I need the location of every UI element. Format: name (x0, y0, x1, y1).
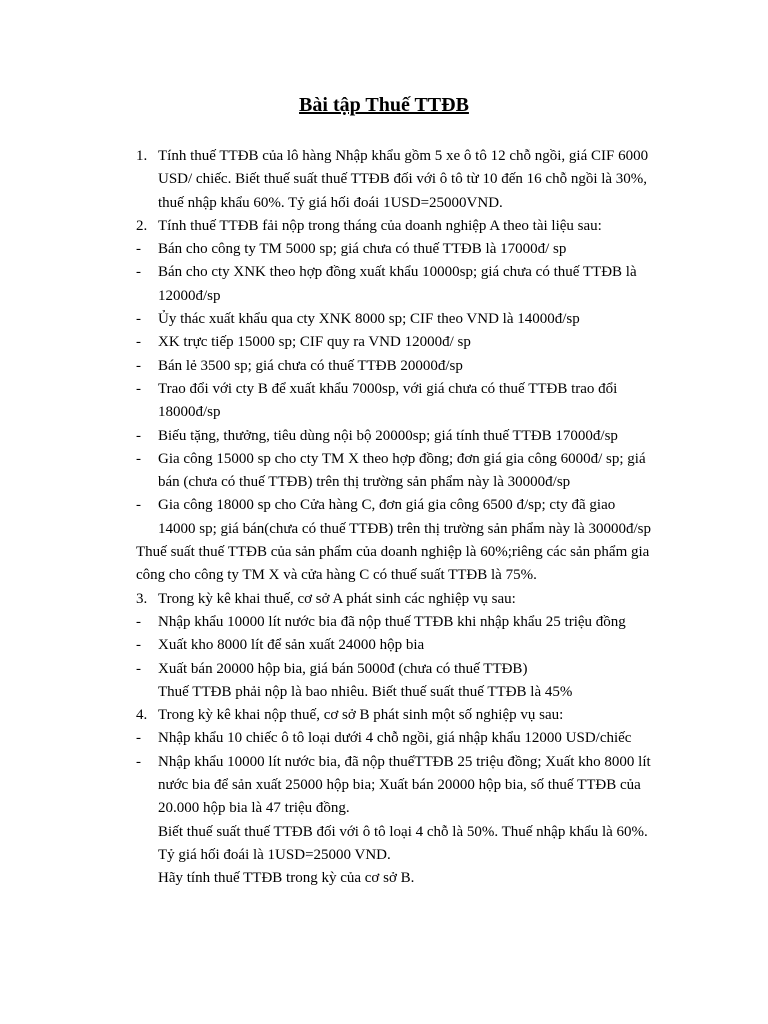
line-text: Trong kỳ kê khai nộp thuế, cơ sở B phát sinh một số nghiệp vụ sau: (158, 707, 564, 724)
document-line (136, 541, 656, 564)
line-text: Tính thuế TTĐB fải nộp trong tháng của doanh nghiệp A theo tài liệu sau: (158, 217, 602, 234)
line-text: Trong kỳ kê khai thuế, cơ sở A phát sinh các nghiệp vụ sau: (158, 590, 516, 607)
line-text: Nhập khẩu 10 chiếc ô tô loại dưới 4 chỗ ngồi, giá nhập khẩu 12000 USD/chiếc (158, 730, 632, 747)
line-text: Gia công 18000 sp cho Cửa hàng C, đơn giá gia công 6500 đ/sp; cty đã giao (158, 497, 616, 514)
document-line (136, 168, 656, 191)
document-line (136, 704, 656, 727)
document-title: Bài tập Thuế TTĐB (299, 94, 469, 116)
bullet-dash: - (136, 334, 141, 351)
document-line (136, 797, 656, 820)
line-text: 12000đ/sp (158, 287, 221, 304)
document-line (136, 471, 656, 494)
line-text: Nhập khẩu 10000 lít nước bia, đã nộp thuếTTĐB 25 triệu đồng; Xuất kho 8000 lít (158, 753, 651, 770)
line-text: Bán lẻ 3500 sp; giá chưa có thuế TTĐB 20000đ/sp (158, 357, 463, 374)
bullet-dash: - (136, 311, 141, 328)
document-line (136, 425, 656, 448)
line-text: 20.000 hộp bia là 47 triệu đồng. (158, 800, 350, 817)
line-text: Thuế TTĐB phải nộp là bao nhiêu. Biết thuế suất thuế TTĐB là 45% (158, 683, 573, 700)
document-line (136, 308, 656, 331)
document-line (136, 192, 656, 215)
document-line (136, 355, 656, 378)
bullet-dash: - (136, 613, 141, 630)
document-line (136, 821, 656, 844)
bullet-dash: - (136, 660, 141, 677)
document-line (136, 681, 656, 704)
bullet-dash: - (136, 497, 141, 514)
document-line (136, 518, 656, 541)
document-line (136, 658, 656, 681)
line-text: công cho công ty TM X và cửa hàng C có thuế suất TTĐB là 75%. (136, 567, 537, 584)
document-line (136, 588, 656, 611)
line-text: Hãy tính thuế TTĐB trong kỳ của cơ sở B. (158, 870, 415, 887)
bullet-dash: - (136, 427, 141, 444)
document-line (136, 238, 656, 261)
document-line (136, 774, 656, 797)
bullet-dash: - (136, 637, 141, 654)
document-line (136, 867, 656, 890)
line-text: XK trực tiếp 15000 sp; CIF quy ra VND 12000đ/ sp (158, 334, 471, 351)
line-text: Ủy thác xuất khẩu qua cty XNK 8000 sp; CIF theo VND là 14000đ/sp (158, 311, 580, 328)
line-text: Trao đổi với cty B để xuất khẩu 7000sp, với giá chưa có thuế TTĐB trao đổi (158, 380, 618, 397)
line-text: Xuất kho 8000 lít để sản xuất 24000 hộp bia (158, 637, 425, 654)
document-line (136, 727, 656, 750)
line-text: Thuế suất thuế TTĐB của sản phẩm của doanh nghiệp là 60%;riêng các sản phẩm gia (136, 544, 650, 561)
line-text: Biết thuế suất thuế TTĐB đối với ô tô loại 4 chỗ là 50%. Thuế nhập khẩu là 60%. (158, 823, 648, 840)
bullet-dash: - (136, 753, 141, 770)
document-line (136, 145, 656, 168)
document-line (136, 261, 656, 284)
list-number: 1. (136, 148, 148, 164)
list-number: 4. (136, 707, 148, 724)
document-line (136, 331, 656, 354)
bullet-dash: - (136, 241, 141, 258)
line-text: nước bia để sản xuất 25000 hộp bia; Xuất bán 20000 hộp bia, số thuế TTĐB của (158, 777, 641, 794)
line-text: Xuất bán 20000 hộp bia, giá bán 5000đ (chưa có thuế TTĐB) (158, 660, 528, 677)
line-text: 14000 sp; giá bán(chưa có thuế TTĐB) trên thị trường sản phẩm này là 30000đ/sp (158, 520, 651, 537)
line-text: Biếu tặng, thưởng, tiêu dùng nội bộ 20000sp; giá tính thuế TTĐB 17000đ/sp (158, 427, 618, 444)
document-line (136, 285, 656, 308)
bullet-dash: - (136, 730, 141, 747)
document-body (136, 145, 656, 891)
line-text: 18000đ/sp (158, 404, 221, 421)
document-line (136, 844, 656, 867)
line-text: Nhập khẩu 10000 lít nước bia đã nộp thuế TTĐB khi nhập khẩu 25 triệu đồng (158, 613, 626, 630)
line-text: Tỷ giá hối đoái là 1USD=25000 VND. (158, 846, 391, 863)
line-text: Gia công 15000 sp cho cty TM X theo hợp đồng; đơn giá gia công 6000đ/ sp; giá (158, 450, 646, 467)
line-text: bán (chưa có thuế TTĐB) trên thị trường sản phẩm này là 30000đ/sp (158, 474, 571, 491)
list-number: 2. (136, 217, 148, 234)
document-line (136, 378, 656, 401)
document-line (136, 611, 656, 634)
bullet-dash: - (136, 357, 141, 374)
bullet-dash: - (136, 380, 141, 397)
document-line (136, 215, 656, 238)
document-line (136, 751, 656, 774)
document-line (136, 634, 656, 657)
line-text: thuế nhập khẩu 60%. Tỷ giá hối đoái 1USD=25000VND. (158, 194, 503, 211)
document-line (136, 494, 656, 517)
line-text: Bán cho cty XNK theo hợp đồng xuất khẩu 10000sp; giá chưa có thuế TTĐB là (158, 264, 637, 281)
line-text: Bán cho công ty TM 5000 sp; giá chưa có thuế TTĐB là 17000đ/ sp (158, 241, 567, 258)
document-line (136, 564, 656, 587)
list-number: 3. (136, 590, 148, 607)
line-text: USD/ chiếc. Biết thuế suất thuế TTĐB đối với ô tô từ 10 đến 16 chỗ ngồi là 30%, (158, 171, 648, 188)
document-line (136, 401, 656, 424)
line-text: Tính thuế TTĐB của lô hàng Nhập khẩu gồm 5 xe ô tô 12 chỗ ngồi, giá CIF 6000 (158, 148, 649, 164)
document-line (136, 448, 656, 471)
bullet-dash: - (136, 450, 141, 467)
bullet-dash: - (136, 264, 141, 281)
